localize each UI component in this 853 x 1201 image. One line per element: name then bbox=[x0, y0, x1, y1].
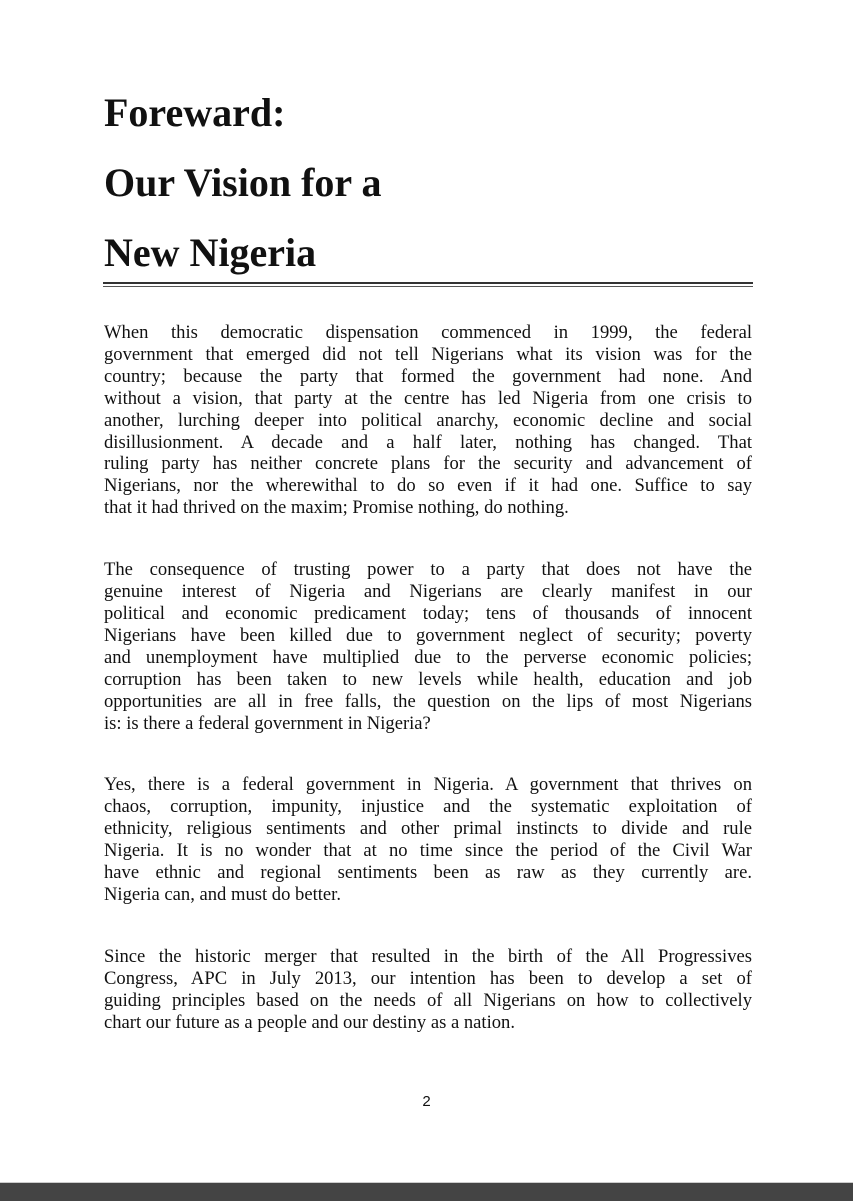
body-text bbox=[104, 322, 752, 1073]
text-line: Since the historic merger that resulted in the birth of the All Progressives bbox=[104, 945, 752, 967]
text-line: Nigeria. It is no wonder that at no time since the period of the Civil War bbox=[104, 840, 752, 862]
text-line: that it had thrived on the maxim; Promise nothing, do nothing. bbox=[104, 497, 569, 519]
paragraph bbox=[104, 559, 752, 734]
text-line: have ethnic and regional sentiments been as raw as they currently are. bbox=[104, 862, 752, 884]
text-line: another, lurching deeper into political anarchy, economic decline and social bbox=[104, 409, 752, 431]
text-line: is: is there a federal government in Nigeria? bbox=[104, 712, 431, 734]
title-line: Foreward: bbox=[104, 90, 286, 135]
text-line: opportunities are all in free falls, the question on the lips of most Nigerians bbox=[104, 690, 752, 712]
text-line: without a vision, that party at the centre has led Nigeria from one crisis to bbox=[104, 387, 752, 409]
page-number: 2 bbox=[422, 1093, 431, 1110]
paragraph bbox=[104, 774, 752, 905]
text-line: guiding principles based on the needs of all Nigerians on how to collectively bbox=[104, 989, 752, 1011]
text-line: corruption has been taken to new levels while health, education and job bbox=[104, 668, 752, 690]
viewer-bottom-bar bbox=[0, 1182, 853, 1201]
text-line: ruling party has neither concrete plans for the security and advancement of bbox=[104, 453, 752, 475]
text-line: Nigeria can, and must do better. bbox=[104, 883, 341, 905]
text-line: Nigerians, nor the wherewithal to do so even if it had one. Suffice to say bbox=[104, 475, 752, 497]
divider-thin-line bbox=[103, 286, 753, 287]
text-line: chart our future as a people and our destiny as a nation. bbox=[104, 1011, 515, 1033]
text-line: disillusionment. A decade and a half later, nothing has changed. That bbox=[104, 431, 752, 453]
text-line: and unemployment have multiplied due to the perverse economic policies; bbox=[104, 646, 752, 668]
text-line: Nigerians have been killed due to government neglect of security; poverty bbox=[104, 624, 752, 646]
text-line: genuine interest of Nigeria and Nigerians are clearly manifest in our bbox=[104, 581, 752, 603]
text-line: chaos, corruption, impunity, injustice and the systematic exploitation of bbox=[104, 796, 752, 818]
title-divider bbox=[103, 282, 753, 288]
text-line: Congress, APC in July 2013, our intention has been to develop a set of bbox=[104, 967, 752, 989]
text-line: ethnicity, religious sentiments and other primal instincts to divide and rule bbox=[104, 818, 752, 840]
title-line: New Nigeria bbox=[104, 230, 317, 275]
text-line: government that emerged did not tell Nigerians what its vision was for the bbox=[104, 343, 752, 365]
text-line: Yes, there is a federal government in Nigeria. A government that thrives on bbox=[104, 774, 752, 796]
paragraph bbox=[104, 946, 752, 1034]
text-line: The consequence of trusting power to a party that does not have the bbox=[104, 559, 752, 581]
text-line: When this democratic dispensation commenced in 1999, the federal bbox=[104, 322, 752, 343]
page-title bbox=[104, 78, 381, 288]
divider-thick-line bbox=[103, 282, 753, 284]
text-line: country; because the party that formed the government had none. And bbox=[104, 365, 752, 387]
title-line: Our Vision for a bbox=[104, 160, 382, 205]
paragraph bbox=[104, 322, 752, 519]
text-line: political and economic predicament today; tens of thousands of innocent bbox=[104, 602, 752, 624]
